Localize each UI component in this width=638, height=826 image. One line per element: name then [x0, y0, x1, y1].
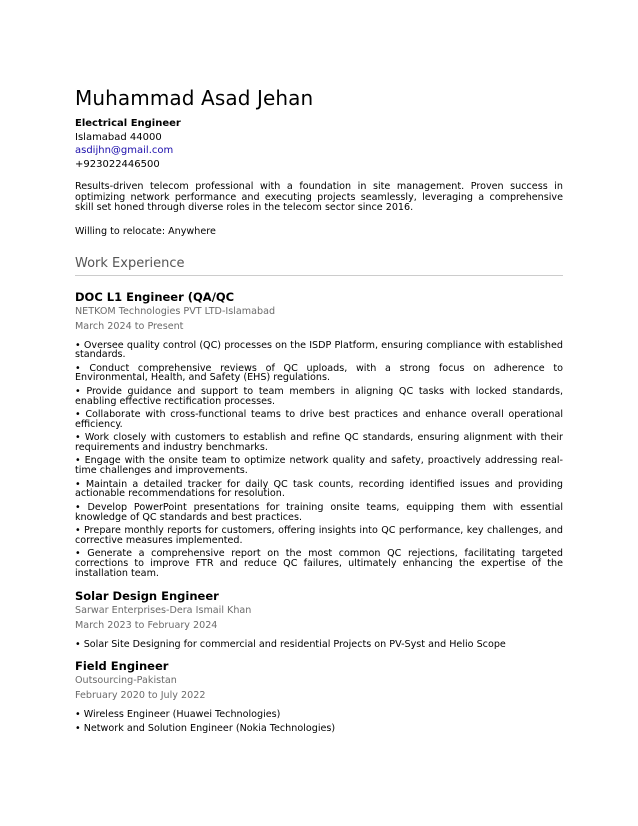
- job-title: Solar Design Engineer: [75, 588, 219, 603]
- bullet-item: • Conduct comprehensive reviews of QC uploads, with a strong focus on adherence to Environmental, Health, and Safety (EHS) regulations.: [75, 362, 563, 384]
- job-bullets: [75, 710, 563, 733]
- candidate-name: Muhammad Asad Jehan: [75, 86, 314, 110]
- bullet-item: • Network and Solution Engineer (Nokia Technologies): [75, 722, 336, 734]
- bullet-item: • Prepare monthly reports for customers, offering insights into QC performance, key challenges, and corrective measures implemented.: [75, 525, 563, 546]
- bullet-item: • Work closely with customers to establish and refine QC standards, ensuring alignment with their requirements and industry benchmarks.: [75, 432, 563, 454]
- job-dates: February 2020 to July 2022: [75, 690, 206, 702]
- company-line: [75, 304, 563, 319]
- location: Islamabad 44000: [75, 131, 162, 143]
- company-name: Sarwar Enterprises: [75, 604, 166, 616]
- job-headline: Electrical Engineer: [75, 118, 181, 129]
- company-name: NETKOM Technologies PVT LTD: [75, 305, 222, 317]
- company-location: Dera Ismail Khan: [169, 604, 252, 616]
- company-name: Outsourcing: [75, 675, 134, 687]
- job-entry: [75, 290, 563, 579]
- phone: +923022446500: [75, 158, 160, 170]
- bullet-item: • Collaborate with cross-functional teams to drive best practices and enhance overall operational efficiency.: [75, 409, 563, 430]
- job-bullets: [75, 341, 563, 579]
- summary: Results-driven telecom professional with a foundation in site management. Proven success in optimizing network performance and executing projects seamlessly, leveraging a comprehensive skill set honed through diverse roles in the telecom sector since 2016.: [75, 181, 563, 213]
- company-location: Pakistan: [136, 675, 177, 687]
- bullet-item: • Develop PowerPoint presentations for training onsite teams, equipping them with essential knowledge of QC standards and best practices.: [75, 501, 563, 523]
- job-bullets: [75, 640, 563, 650]
- bullet-item: • Wireless Engineer (Huawei Technologies): [75, 709, 281, 721]
- company-location-separator: -: [165, 604, 170, 616]
- section-title-work-experience: Work Experience: [75, 256, 563, 276]
- job-dates: March 2023 to February 2024: [75, 619, 218, 631]
- job-dates: March 2024 to Present: [75, 320, 184, 332]
- job-entry: [75, 659, 563, 733]
- company-line: [75, 673, 563, 688]
- bullet-item: • Oversee quality control (QC) processes on the ISDP Platform, ensuring compliance with established standards.: [75, 339, 563, 361]
- bullet-item: • Generate a comprehensive report on the most common QC rejections, facilitating targeted corrections to improve FTR and reduce QC failures, ultimately enhancing the expertise of the installation team.: [75, 548, 563, 579]
- company-line: [75, 603, 563, 618]
- job-title: DOC L1 Engineer (QA/QC: [75, 289, 235, 304]
- company-location-separator: -: [221, 305, 226, 317]
- bullet-item: • Provide guidance and support to team members in aligning QC tasks with locked standards, enabling effective rectification processes.: [75, 385, 563, 407]
- company-location-separator: -: [133, 675, 137, 687]
- relocation-note: Willing to relocate: Anywhere: [75, 225, 216, 237]
- bullet-item: • Maintain a detailed tracker for daily QC task counts, recording identified issues and providing actionable recommendations for resolution.: [75, 478, 563, 500]
- job-entry: [75, 589, 563, 650]
- job-title: Field Engineer: [75, 659, 169, 674]
- email-link[interactable]: asdijhn@gmail.com: [75, 145, 174, 156]
- company-location: Islamabad: [225, 305, 276, 317]
- job-list: [75, 290, 563, 734]
- bullet-item: • Engage with the onsite team to optimize network quality and safety, proactively addressing real-time challenges and improvements.: [75, 455, 563, 477]
- bullet-item: • Solar Site Designing for commercial and residential Projects on PV-Syst and Helio Scope: [75, 638, 506, 650]
